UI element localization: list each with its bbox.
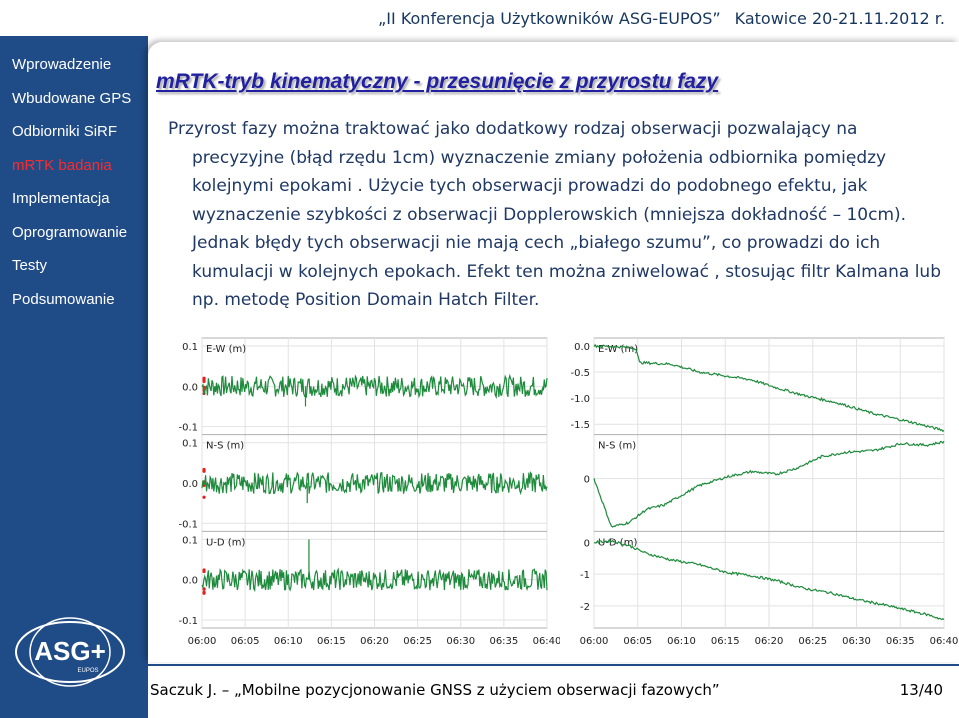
y-tick-label: -1.0: [570, 394, 590, 406]
start-marker: [202, 377, 205, 380]
x-tick-label: 06:15: [710, 636, 740, 647]
x-tick-label: 06:20: [360, 636, 389, 647]
panel-label: N-S (m): [598, 440, 637, 452]
logo-wordmark: ASG+: [34, 636, 106, 666]
sidebar-item-implementacja[interactable]: Implementacja: [12, 190, 110, 207]
logo-subtext: EUPOS: [77, 668, 99, 674]
body-first-line: Przyrost fazy można traktować jako dodatkowy rodzaj obserwacji pozwalający na: [168, 119, 858, 139]
x-tick-label: 06:05: [230, 636, 260, 647]
y-tick-label: 0.1: [182, 535, 198, 547]
sidebar-item-mrtk-badania[interactable]: mRTK badania: [12, 156, 112, 174]
top-bar: [0, 0, 959, 36]
slide-body: [168, 115, 958, 329]
y-tick-label: 0: [583, 538, 590, 550]
y-tick-label: 0.0: [182, 575, 198, 587]
footer-rule: [148, 664, 959, 666]
y-tick-label: 0.0: [574, 341, 590, 353]
y-tick-label: -0.5: [570, 367, 590, 379]
y-tick-label: 0.0: [182, 479, 198, 490]
y-tick-label: -1: [580, 570, 590, 582]
sidebar-item-testy[interactable]: Testy: [12, 257, 48, 274]
x-tick-label: 06:40: [929, 636, 959, 647]
sidebar-item-wbudowane-gps[interactable]: Wbudowane GPS: [12, 89, 132, 107]
x-tick-label: 06:35: [885, 636, 915, 647]
x-tick-label: 06:00: [579, 636, 609, 647]
panel-label: U-D (m): [206, 537, 246, 549]
y-tick-label: 0.1: [182, 342, 198, 354]
sidebar-item-podsumowanie[interactable]: Podsumowanie: [12, 290, 115, 308]
slide-title: mRTK-tryb kinematyczny - przesunięcie z przyrostu fazy: [156, 70, 719, 93]
page-number: 13/40: [899, 681, 943, 699]
start-marker: [202, 570, 205, 573]
panel-label: E-W (m): [598, 344, 639, 355]
x-tick-label: 06:05: [623, 636, 653, 647]
x-tick-label: 06:30: [446, 636, 476, 647]
asg-eupos-logo: [14, 616, 126, 688]
x-tick-label: 06:25: [403, 636, 433, 647]
x-tick-label: 06:10: [667, 636, 696, 647]
y-tick-label: -0.1: [178, 615, 198, 627]
y-tick-label: -0.1: [178, 422, 198, 434]
y-tick-label: -0.1: [178, 519, 198, 531]
start-marker: [202, 496, 205, 499]
x-tick-label: 06:25: [798, 636, 828, 647]
conference-date: Katowice 20-21.11.2012 r.: [734, 9, 945, 28]
start-marker: [202, 468, 205, 471]
sidebar-item-odbiorniki-sirf[interactable]: Odbiorniki SiRF: [12, 123, 118, 140]
x-tick-label: 06:20: [754, 636, 784, 647]
panel-label: N-S (m): [206, 440, 245, 452]
body-rest: precyzyjne (błąd rzędu 1cm) wyznaczenie zmiany położenia odbiornika pomiędzy kolejnymi epokami . Użycie tych obserwacji prowadzi do podobnego efektu, jak wyznaczenie szybkości z obserwacji Dopplerowskich (mniejsza dokładność – 10cm). Jednak błędy tych obserwacji nie mają cech „białego szumu”, co prowadzi do ich kumulacji w kolejnych epokach. Efekt ten można zniwelować , stosując filtr Kalmana lub np. metodę Position Domain Hatch Filter.: [192, 147, 941, 310]
chart-left: [168, 332, 562, 652]
y-tick-label: 0: [583, 474, 590, 486]
footer-author: Saczuk J. – „Mobilne pozycjonowanie GNSS z użyciem obserwacji fazowych”: [150, 681, 720, 699]
y-tick-label: 0.0: [182, 382, 198, 394]
sidebar-item-oprogramowanie[interactable]: Oprogramowanie: [12, 223, 128, 241]
x-tick-label: 06:35: [489, 636, 519, 647]
y-tick-label: -1.5: [570, 420, 590, 432]
y-tick-label: 0.1: [182, 438, 198, 450]
conference-title: „II Konferencja Użytkowników ASG-EUPOS”: [378, 9, 721, 28]
x-tick-label: 06:00: [187, 636, 217, 647]
start-marker: [202, 592, 205, 595]
panel-label: E-W (m): [206, 344, 247, 355]
panel-label: U-D (m): [598, 537, 638, 549]
chart-right: [560, 332, 959, 652]
x-tick-label: 06:30: [842, 636, 871, 647]
x-tick-label: 06:15: [316, 636, 346, 647]
x-tick-label: 06:40: [532, 636, 562, 647]
y-tick-label: -2: [580, 601, 590, 613]
x-tick-label: 06:10: [273, 636, 303, 647]
sidebar-item-wprowadzenie[interactable]: Wprowadzenie: [12, 56, 112, 73]
